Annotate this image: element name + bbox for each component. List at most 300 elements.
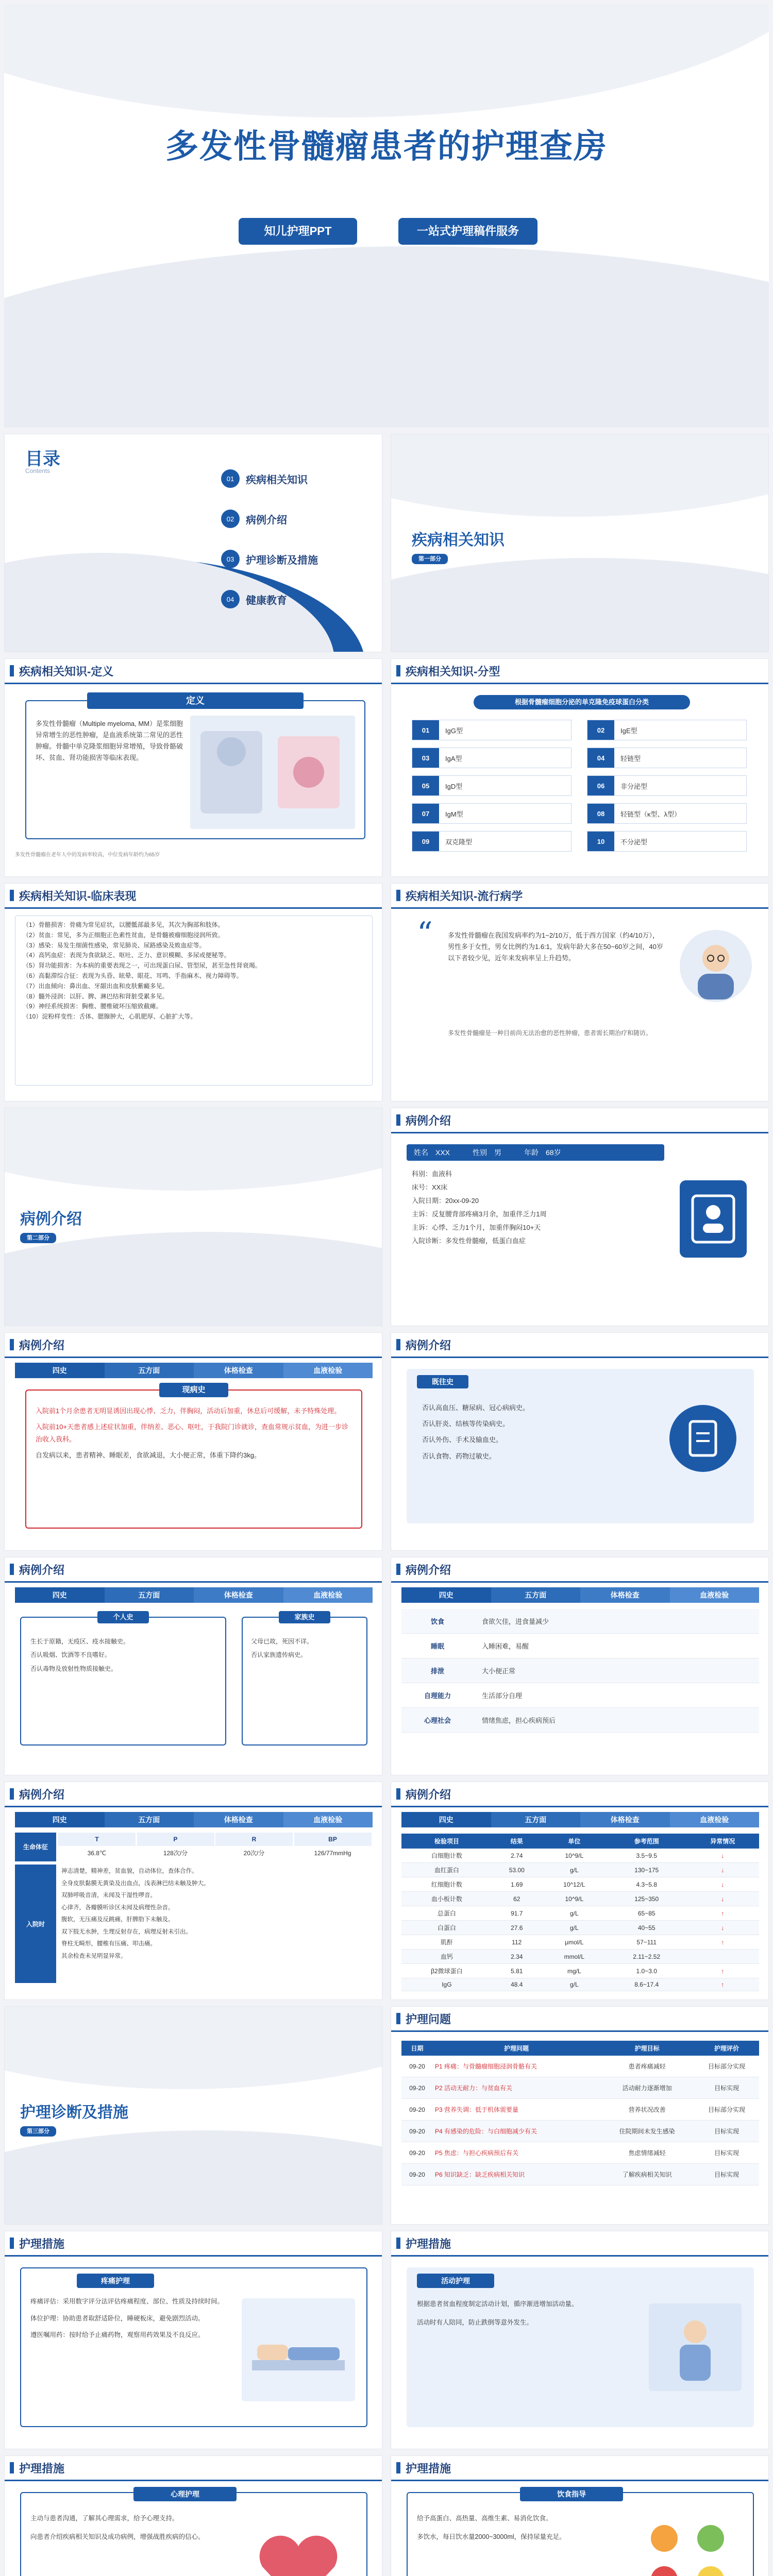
tab-blood-tests[interactable]: 血液检验 — [670, 1587, 760, 1603]
lab-table — [401, 1834, 759, 1991]
lab-cell: 血小板计数 — [401, 1892, 492, 1906]
exam-line: 双下肢无水肿，生理反射存在，病理反射未引出。 — [61, 1928, 192, 1935]
care2-items — [30, 2513, 226, 2544]
care-item: 体位护理：协助患者取舒适卧位，睡硬板床，避免剧烈活动。 — [30, 2314, 205, 2322]
vital-value: 126/77mmHg — [314, 1850, 351, 1857]
past-item: 否认食物、药物过敏史。 — [422, 1452, 496, 1460]
type-label: 双克隆型 — [445, 838, 473, 846]
lab-col-header: 单位 — [542, 1834, 607, 1849]
age-label: 年龄 — [524, 1148, 539, 1157]
clinical-line: （6）高黏滞综合征：表现为头昏、眩晕、眼花、耳鸣、手指麻木、视力障碍等。 — [23, 972, 243, 979]
age-value: 68岁 — [546, 1148, 561, 1157]
toc-num: 02 — [221, 510, 240, 528]
case-field: 入院日期：20xx-09-20 — [412, 1197, 479, 1205]
history-item: 入院前1个月余患者无明显诱因出现心悸、乏力，伴胸闷，活动后加重，休息后可缓解，未予特殊处理。 — [36, 1407, 341, 1415]
family-item: 父母已故，死因不详。 — [251, 1638, 313, 1645]
patient-bed-icon — [242, 2298, 355, 2401]
care2r-title: 饮食指导 — [520, 2487, 623, 2501]
problem-cell: 目标部分实现 — [694, 2099, 759, 2121]
problem-cell: 目标实现 — [694, 2142, 759, 2164]
type-num: 03 — [412, 748, 439, 768]
section-header: 病例介绍 — [5, 1782, 382, 1806]
bed-rest-image — [242, 2298, 355, 2401]
section-header: 病例介绍 — [391, 1782, 768, 1806]
problem-cell: 活动耐力逐渐增加 — [600, 2077, 694, 2099]
lab-cell: ↑ — [686, 1978, 759, 1991]
lab-cell: ↓ — [686, 1892, 759, 1906]
divider — [391, 2480, 768, 2481]
divider — [391, 1357, 768, 1358]
tab-blood-tests[interactable]: 血液检验 — [283, 1363, 373, 1378]
lab-cell: ↓ — [686, 1849, 759, 1863]
personal-tabs — [15, 1587, 373, 1603]
type-num: 06 — [587, 776, 614, 795]
care1r-items — [417, 2298, 633, 2329]
lab-cell: 血钙 — [401, 1950, 492, 1964]
lab-cell: ↓ — [686, 1921, 759, 1935]
lab-cell: 1.0~3.0 — [607, 1964, 686, 1978]
section-header: 病例介绍 — [391, 1108, 768, 1132]
type-item — [587, 831, 747, 852]
care-item: 给予高蛋白、高热量、高维生素、易消化饮食。 — [417, 2515, 552, 2522]
lab-cell: 5.81 — [492, 1964, 542, 1978]
toc-label: 护理诊断及措施 — [246, 554, 318, 566]
vital-cell — [137, 1833, 214, 1861]
vital-label: R — [215, 1833, 293, 1846]
exam-line: 脊柱无畸形，腰椎有压痛、叩击痛。 — [61, 1941, 156, 1947]
section-header: 护理问题 — [391, 2007, 768, 2030]
section-header: 疾病相关知识-定义 — [5, 659, 382, 683]
table-row — [401, 2164, 759, 2185]
type-item — [587, 720, 747, 740]
type-item — [412, 720, 572, 740]
section-header: 病例介绍 — [391, 1557, 768, 1581]
divider — [5, 683, 382, 684]
type-item — [412, 831, 572, 852]
toc-label: 健康教育 — [246, 595, 287, 606]
past-items — [422, 1400, 649, 1464]
clinical-slide — [4, 883, 382, 1101]
lab-cell: 白蛋白 — [401, 1921, 492, 1935]
sex-value: 男 — [494, 1148, 502, 1157]
toc-label: 病例介绍 — [246, 514, 287, 526]
type-label: IgE型 — [620, 726, 637, 735]
problems-col-header: 护理评价 — [694, 2041, 759, 2056]
divider — [391, 1581, 768, 1583]
problem-cell: 目标实现 — [694, 2121, 759, 2142]
past-box-title: 既往史 — [417, 1375, 468, 1388]
problems-col-header: 护理问题 — [433, 2041, 600, 2056]
vital-value: 128次/分 — [163, 1850, 188, 1857]
table-row — [401, 1950, 759, 1964]
problem-cell: 焦虑情绪减轻 — [600, 2142, 694, 2164]
part1-title: 疾病相关知识 — [412, 532, 505, 549]
def-image — [190, 716, 355, 829]
toc-list — [221, 469, 318, 608]
part2-tag: 第二部分 — [20, 1233, 56, 1243]
care1-left-slide — [4, 2231, 382, 2449]
clinical-line: （10）淀粉样变性：舌体、腮腺肿大，心肌肥厚、心脏扩大等。 — [23, 1013, 197, 1021]
aspects-slide — [391, 1557, 769, 1775]
problem-cell: P5 焦虑：与担心疾病预后有关 — [433, 2142, 600, 2164]
food-image — [638, 2513, 742, 2576]
lab-cell: 112 — [492, 1935, 542, 1950]
lab-slide — [391, 1782, 769, 2000]
divider — [391, 1806, 768, 1807]
section-header: 疾病相关知识-临床表现 — [5, 884, 382, 907]
lab-cell: 4.3~5.8 — [607, 1877, 686, 1892]
type-item — [412, 748, 572, 768]
problem-cell: P2 活动无耐力：与贫血有关 — [433, 2077, 600, 2099]
problem-cell: 目标实现 — [694, 2077, 759, 2099]
part1-tag: 第一部分 — [412, 554, 448, 564]
lab-cell: 肌酐 — [401, 1935, 492, 1950]
divider — [5, 2255, 382, 2257]
aspect-row — [401, 1708, 759, 1733]
care2-right-slide — [391, 2455, 769, 2576]
care-item: 多饮水，每日饮水量2000~3000ml，保持尿量充足。 — [417, 2533, 566, 2540]
tab-physical-exam[interactable]: 体格检查 — [580, 1587, 670, 1603]
lab-header-row — [401, 1834, 759, 1849]
lab-cell: mg/L — [542, 1964, 607, 1978]
case-slide — [391, 1108, 769, 1326]
clinical-line: （3）感染：易发生细菌性感染，常见肺炎、尿路感染及败血症等。 — [23, 941, 206, 949]
type-label: IgM型 — [445, 810, 463, 818]
sex-label: 性别 — [473, 1148, 488, 1157]
care2r-items — [417, 2513, 623, 2544]
lab-cell: 91.7 — [492, 1906, 542, 1921]
tab-five-aspects[interactable]: 五方面 — [105, 1812, 194, 1827]
aspect-key: 睡眠 — [430, 1642, 444, 1650]
problem-cell: 目标部分实现 — [694, 2056, 759, 2077]
section-header: 疾病相关知识-分型 — [391, 659, 768, 683]
care2-left-slide — [4, 2455, 382, 2576]
def-footnote: 多发性骨髓瘤在老年人中的发病率较高，中位发病年龄约为65岁 — [15, 852, 160, 858]
problem-cell: P1 疼痛：与骨髓瘤细胞浸润骨骼有关 — [433, 2056, 600, 2077]
case-field: 主诉：反复腰背部疼痛3月余，加重伴乏力1周 — [412, 1210, 547, 1218]
lab-tabs — [401, 1812, 759, 1827]
aspect-key: 饮食 — [430, 1618, 444, 1625]
care1-items — [30, 2296, 231, 2341]
tab-physical-exam[interactable]: 体格检查 — [580, 1812, 670, 1827]
toc-item-3[interactable] — [221, 550, 318, 568]
lab-cell: 65~85 — [607, 1906, 686, 1921]
type-label: 轻链型 — [620, 754, 641, 762]
exam-lines — [61, 1866, 371, 1963]
problem-cell: P6 知识缺乏：缺乏疾病相关知识 — [433, 2164, 600, 2185]
table-row — [401, 2077, 759, 2099]
table-row — [401, 1906, 759, 1921]
personal-slide — [4, 1557, 382, 1775]
exam-line: 心律齐，各瓣膜听诊区未闻及病理性杂音。 — [61, 1904, 174, 1911]
personal-items-left — [30, 1635, 216, 1675]
exam-slide — [4, 1782, 382, 2000]
tab-physical-exam[interactable]: 体格检查 — [194, 1363, 283, 1378]
def-text: 多发性骨髓瘤（Multiple myeloma, MM）是浆细胞异常增生的恶性肿瘤，是血液系统第二常见的恶性肿瘤。骨髓中单克隆浆细胞异常增殖，导致骨骼破坏、贫血、肾功能损害等临床表现。 — [36, 720, 183, 762]
case-field: 主诉：心悸、乏力1个月，加重伴胸闷10+天 — [412, 1224, 541, 1231]
tab-physical-exam[interactable]: 体格检查 — [194, 1587, 283, 1603]
type-num: 05 — [412, 776, 439, 795]
lab-cell: ↑ — [686, 1906, 759, 1921]
lab-cell: 40~55 — [607, 1921, 686, 1935]
type-num: 01 — [412, 720, 439, 740]
lab-cell: 2.74 — [492, 1849, 542, 1863]
table-row — [401, 1892, 759, 1906]
part1-slide — [391, 434, 769, 652]
problem-cell: 营养状况改善 — [600, 2099, 694, 2121]
care1r-title: 活动护理 — [417, 2274, 494, 2288]
type-item — [587, 748, 747, 768]
lab-cell: 8.6~17.4 — [607, 1978, 686, 1991]
personal-item: 否认吸烟、饮酒等不良嗜好。 — [30, 1651, 111, 1659]
lab-cell: mmol/L — [542, 1950, 607, 1964]
lab-cell: 10^9/L — [542, 1892, 607, 1906]
lab-cell: 27.6 — [492, 1921, 542, 1935]
tab-blood-tests[interactable]: 血液检验 — [283, 1812, 373, 1827]
vital-cell — [294, 1833, 372, 1861]
exam-side-vitals: 生命体征 — [15, 1833, 56, 1861]
vital-label: T — [58, 1833, 136, 1846]
part2-title: 病例介绍 — [20, 1211, 82, 1228]
problems-slide — [391, 2006, 769, 2225]
doctor-avatar-icon — [680, 930, 752, 1002]
aspect-key: 心理社会 — [424, 1717, 451, 1724]
past-item: 否认肝炎、结核等传染病史。 — [422, 1420, 510, 1428]
history-box-title: 现病史 — [159, 1383, 228, 1397]
care1-title: 疼痛护理 — [77, 2274, 154, 2288]
type-label: 不分泌型 — [620, 838, 648, 846]
type-label: 非分泌型 — [620, 782, 648, 790]
tab-four-history[interactable]: 四史 — [15, 1587, 105, 1603]
section-header: 疾病相关知识-流行病学 — [391, 884, 768, 907]
tab-blood-tests[interactable]: 血液检验 — [670, 1812, 760, 1827]
problem-cell: 09-20 — [401, 2142, 433, 2164]
lab-cell: 53.00 — [492, 1863, 542, 1877]
toc-item-2[interactable] — [221, 510, 318, 528]
exam-tabs — [15, 1812, 373, 1827]
tab-five-aspects[interactable]: 五方面 — [105, 1587, 194, 1603]
care-item: 疼痛评估：采用数字评分法评估疼痛程度、部位、性质及持续时间。 — [30, 2298, 224, 2305]
cover-btn-left[interactable]: 知儿护理PPT — [239, 218, 357, 245]
past-slide — [391, 1332, 769, 1551]
types-banner: 根据骨髓瘤细胞分泌的单克隆免疫球蛋白分类 — [474, 695, 690, 709]
part3-tag: 第三部分 — [20, 2126, 56, 2137]
lab-cell: 2.34 — [492, 1950, 542, 1964]
type-item — [587, 775, 747, 796]
lab-cell: 62 — [492, 1892, 542, 1906]
quote-icon: “ — [417, 916, 433, 952]
problem-cell: 目标实现 — [694, 2164, 759, 2185]
aspect-value: 食欲欠佳，进食量减少 — [482, 1618, 549, 1625]
problems-header-row — [401, 2041, 759, 2056]
vital-value: 36.8℃ — [87, 1850, 107, 1857]
toc-subtitle: Contents — [25, 467, 51, 474]
care1-right-slide — [391, 2231, 769, 2449]
exam-line: 双肺呼吸音清，未闻及干湿性啰音。 — [61, 1892, 156, 1899]
clipboard-icon — [669, 1405, 736, 1472]
type-num: 04 — [587, 748, 614, 768]
exam-line: 神志清楚，精神差，贫血貌，自动体位，查体合作。 — [61, 1868, 198, 1874]
case-field: 科别：血液科 — [412, 1170, 452, 1178]
case-field: 床号：XX床 — [412, 1183, 448, 1191]
epi-foot: 多发性骨髓瘤是一种目前尚无法治愈的恶性肿瘤，患者需长期治疗和随访。 — [448, 1029, 652, 1037]
lab-cell: 125~350 — [607, 1892, 686, 1906]
cover-btn-right[interactable]: 一站式护理稿件服务 — [398, 218, 537, 245]
care-item: 根据患者贫血程度制定活动计划，循序渐进增加活动量。 — [417, 2300, 578, 2308]
exam-line: 腹软，无压痛及反跳痛，肝脾肋下未触及。 — [61, 1917, 174, 1923]
problem-cell: 患者疼痛减轻 — [600, 2056, 694, 2077]
personal-title-left: 个人史 — [97, 1611, 149, 1623]
divider — [5, 2480, 382, 2481]
lab-cell: g/L — [542, 1863, 607, 1877]
lab-cell: 3.5~9.5 — [607, 1849, 686, 1863]
history-slide — [4, 1332, 382, 1551]
history-item: 自发病以来，患者精神、睡眠差，食欲减退，大小便正常，体重下降约3kg。 — [36, 1451, 261, 1460]
aspect-row — [401, 1609, 759, 1634]
lab-cell: 总蛋白 — [401, 1906, 492, 1921]
section-header: 护理措施 — [391, 2231, 768, 2255]
lab-col-header: 异常情况 — [686, 1834, 759, 1849]
table-row — [401, 1935, 759, 1950]
type-num: 07 — [412, 804, 439, 823]
past-item: 否认外伤、手术及输血史。 — [422, 1436, 503, 1444]
clinical-line: （8）髓外浸润：以肝、脾、淋巴结和肾脏受累多见。 — [23, 992, 169, 1000]
lab-cell: ↑ — [686, 1935, 759, 1950]
aspect-value: 情绪焦虑，担心疾病预后 — [482, 1717, 556, 1724]
tab-blood-tests[interactable]: 血液检验 — [283, 1587, 373, 1603]
table-row — [401, 2142, 759, 2164]
toc-slide — [4, 434, 382, 652]
case-banner — [407, 1144, 664, 1161]
clinical-box — [15, 916, 373, 1086]
divider — [391, 1132, 768, 1133]
lab-cell: 1.69 — [492, 1877, 542, 1892]
history-items — [36, 1405, 352, 1462]
lab-col-header: 参考范围 — [607, 1834, 686, 1849]
aspect-row — [401, 1658, 759, 1683]
clinical-line: （9）神经系统损害：胸椎、腰椎破坏压缩致截瘫。 — [23, 1003, 162, 1010]
problem-cell: 09-20 — [401, 2056, 433, 2077]
care2-title: 心理护理 — [133, 2487, 237, 2501]
divider — [391, 907, 768, 909]
epi-quote: 多发性骨髓瘤在我国发病率约为1~2/10万，低于西方国家（约4/10万），男性多于女性，男女比例约为1.6:1，发病年龄大多在50~60岁之间，40岁以下者较少见，近年来发病率呈上升趋势。 — [448, 931, 663, 962]
toc-num: 01 — [221, 469, 240, 488]
lab-cell: 130~175 — [607, 1863, 686, 1877]
tab-five-aspects[interactable]: 五方面 — [491, 1587, 581, 1603]
toc-title: 目录 — [25, 449, 60, 469]
tab-physical-exam[interactable]: 体格检查 — [194, 1812, 283, 1827]
name-label: 姓名 — [414, 1148, 428, 1157]
history-tabs — [15, 1363, 373, 1378]
part3-title: 护理诊断及措施 — [20, 2104, 128, 2121]
lab-cell: ↓ — [686, 1863, 759, 1877]
table-row — [401, 1863, 759, 1877]
type-num: 02 — [587, 720, 614, 740]
aspect-value: 大小便正常 — [482, 1667, 516, 1675]
problem-cell: P4 有感染的危险：与白细胞减少有关 — [433, 2121, 600, 2142]
table-row — [401, 2056, 759, 2077]
tab-four-history[interactable]: 四史 — [401, 1812, 491, 1827]
aspect-key: 自理能力 — [424, 1692, 451, 1700]
case-fields — [412, 1167, 546, 1248]
tab-four-history[interactable]: 四史 — [401, 1587, 491, 1603]
vital-cell — [58, 1833, 136, 1861]
lab-cell: 2.11~2.52 — [607, 1950, 686, 1964]
tab-five-aspects[interactable]: 五方面 — [105, 1363, 194, 1378]
problem-cell: 09-20 — [401, 2164, 433, 2185]
lab-cell: g/L — [542, 1978, 607, 1991]
tab-five-aspects[interactable]: 五方面 — [491, 1812, 581, 1827]
care-item: 向患者介绍疾病相关知识及成功病例，增强战胜疾病的信心。 — [30, 2533, 205, 2540]
section-header: 病例介绍 — [5, 1333, 382, 1357]
section-header: 病例介绍 — [5, 1557, 382, 1581]
section-header: 护理措施 — [5, 2456, 382, 2480]
aspect-row — [401, 1634, 759, 1658]
vital-label: P — [137, 1833, 214, 1846]
problem-cell: 了解疾病相关知识 — [600, 2164, 694, 2185]
toc-num: 03 — [221, 550, 240, 568]
lab-cell: β2微球蛋白 — [401, 1964, 492, 1978]
aspect-key: 排泄 — [430, 1667, 444, 1675]
problem-cell: 09-20 — [401, 2099, 433, 2121]
toc-num: 04 — [221, 590, 240, 608]
type-label: 轻链型（κ型、λ型） — [620, 810, 681, 818]
exam-vitals — [58, 1833, 373, 1861]
history-item: 入院前10+天患者感上述症状加重，伴纳差、恶心、呕吐，于我院门诊就诊，查血常规示贫血，为进一步诊治收入我科。 — [36, 1423, 349, 1443]
clinical-line: （5）肾功能损害：为本病的重要表现之一，可出现蛋白尿、管型尿，甚至急性肾衰竭。 — [23, 962, 261, 970]
types-slide — [391, 658, 769, 877]
toc-item-1[interactable] — [221, 469, 318, 488]
divider — [391, 2255, 768, 2257]
part3-slide — [4, 2006, 382, 2225]
divider — [5, 1581, 382, 1583]
section-header: 护理措施 — [391, 2456, 768, 2480]
tab-four-history[interactable]: 四史 — [15, 1363, 105, 1378]
divider — [391, 683, 768, 684]
lab-cell: 白细胞计数 — [401, 1849, 492, 1863]
lab-cell: g/L — [542, 1921, 607, 1935]
nurse-icon — [649, 2303, 742, 2391]
lab-cell: 48.4 — [492, 1978, 542, 1991]
clinical-line: （4）高钙血症：表现为食欲缺乏、呕吐、乏力、意识模糊、多尿或便秘等。 — [23, 952, 230, 959]
table-row — [401, 2121, 759, 2142]
personal-item: 生长于原籍，无疫区、疫水接触史。 — [30, 1638, 130, 1645]
type-label: IgA型 — [445, 754, 462, 762]
lab-cell: IgG — [401, 1978, 492, 1991]
problem-cell: P3 营养失调：低于机体需要量 — [433, 2099, 600, 2121]
type-label: IgD型 — [445, 782, 463, 790]
epi-slide — [391, 883, 769, 1101]
type-num: 09 — [412, 832, 439, 851]
care-item: 遵医嘱用药：按时给予止痛药物，观察用药效果及不良反应。 — [30, 2331, 205, 2338]
cover-slide — [4, 4, 769, 428]
id-card-icon — [680, 1180, 747, 1258]
heart-icon — [242, 2518, 355, 2576]
table-row — [401, 1921, 759, 1935]
anatomy-icon — [190, 716, 355, 829]
divider — [5, 907, 382, 909]
lab-cell — [686, 1950, 759, 1964]
type-item — [412, 803, 572, 824]
table-row — [401, 1978, 759, 1991]
tab-four-history[interactable]: 四史 — [15, 1812, 105, 1827]
problems-table — [401, 2041, 759, 2185]
heart-hands-image — [242, 2518, 355, 2576]
divider — [391, 2030, 768, 2032]
problems-col-header: 日期 — [401, 2041, 433, 2056]
toc-item-4[interactable] — [221, 590, 318, 608]
divider — [5, 1357, 382, 1358]
